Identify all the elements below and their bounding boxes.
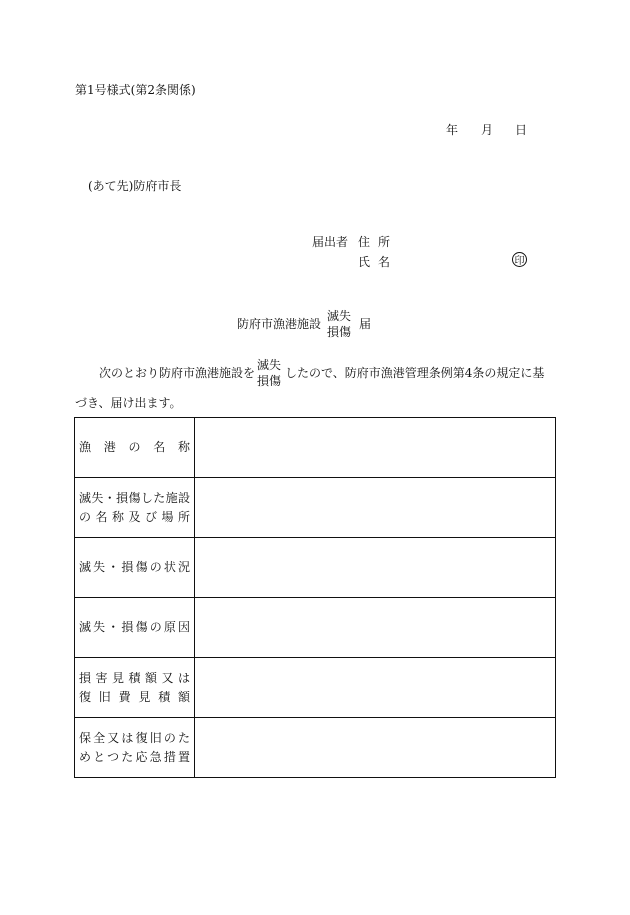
body-line1-prefix: 次のとおり防府市漁港施設を — [99, 366, 256, 380]
title-option-loss: 滅失 — [327, 309, 352, 323]
body-option-loss: 滅失 — [257, 358, 282, 372]
label-line: 滅失・損傷の原因 — [79, 620, 190, 634]
label-line: の名称及び場所 — [79, 509, 190, 524]
label-line: 滅失・損傷の状況 — [79, 560, 190, 574]
applicant-label: 届出者 — [312, 235, 349, 249]
table-row — [75, 718, 556, 778]
row-value-emergency-measures[interactable] — [195, 718, 556, 778]
label-line: めとつた応急措置 — [79, 749, 190, 764]
addressee: (あて先)防府市長 — [88, 179, 182, 193]
table-row — [75, 658, 556, 718]
body-line1-suffix: したので、防府市漁港管理条例第4条の規定に基 — [285, 366, 545, 380]
table-row — [75, 538, 556, 598]
body-line2: づき、届け出ます。 — [75, 396, 182, 410]
title-suffix: 届 — [359, 317, 372, 331]
label-line: 損害見積額又は — [79, 670, 190, 685]
table-row — [75, 418, 556, 478]
row-label-facility — [75, 478, 195, 538]
date-year-label: 年 — [446, 123, 459, 137]
body-option-damage: 損傷 — [257, 374, 282, 388]
row-value-estimate[interactable] — [195, 658, 556, 718]
label-line: 滅失・損傷した施設 — [79, 490, 190, 505]
row-label-harbor-name — [75, 418, 195, 478]
label-line: 漁港の名称 — [79, 440, 190, 454]
row-value-situation[interactable] — [195, 538, 556, 598]
form-number: 第1号様式(第2条関係) — [75, 83, 196, 97]
table-row — [75, 598, 556, 658]
label-line: 復旧費見積額 — [79, 689, 190, 704]
row-value-harbor-name[interactable] — [195, 418, 556, 478]
row-label-estimate — [75, 658, 195, 718]
row-value-cause[interactable] — [195, 598, 556, 658]
date-day-label: 日 — [515, 123, 528, 137]
title-options — [327, 308, 351, 340]
name-label: 氏名 — [358, 255, 399, 269]
date-month-label: 月 — [481, 123, 494, 137]
row-value-facility[interactable] — [195, 478, 556, 538]
address-label: 住所 — [358, 235, 399, 249]
row-label-cause — [75, 598, 195, 658]
table-row — [75, 478, 556, 538]
body-options — [257, 357, 281, 389]
seal-mark: 印 — [512, 252, 527, 267]
form-table — [74, 417, 556, 778]
label-line: 保全又は復旧のた — [79, 730, 190, 745]
title-option-damage: 損傷 — [327, 325, 352, 339]
row-label-situation — [75, 538, 195, 598]
title-prefix: 防府市漁港施設 — [237, 317, 322, 331]
row-label-emergency-measures — [75, 718, 195, 778]
